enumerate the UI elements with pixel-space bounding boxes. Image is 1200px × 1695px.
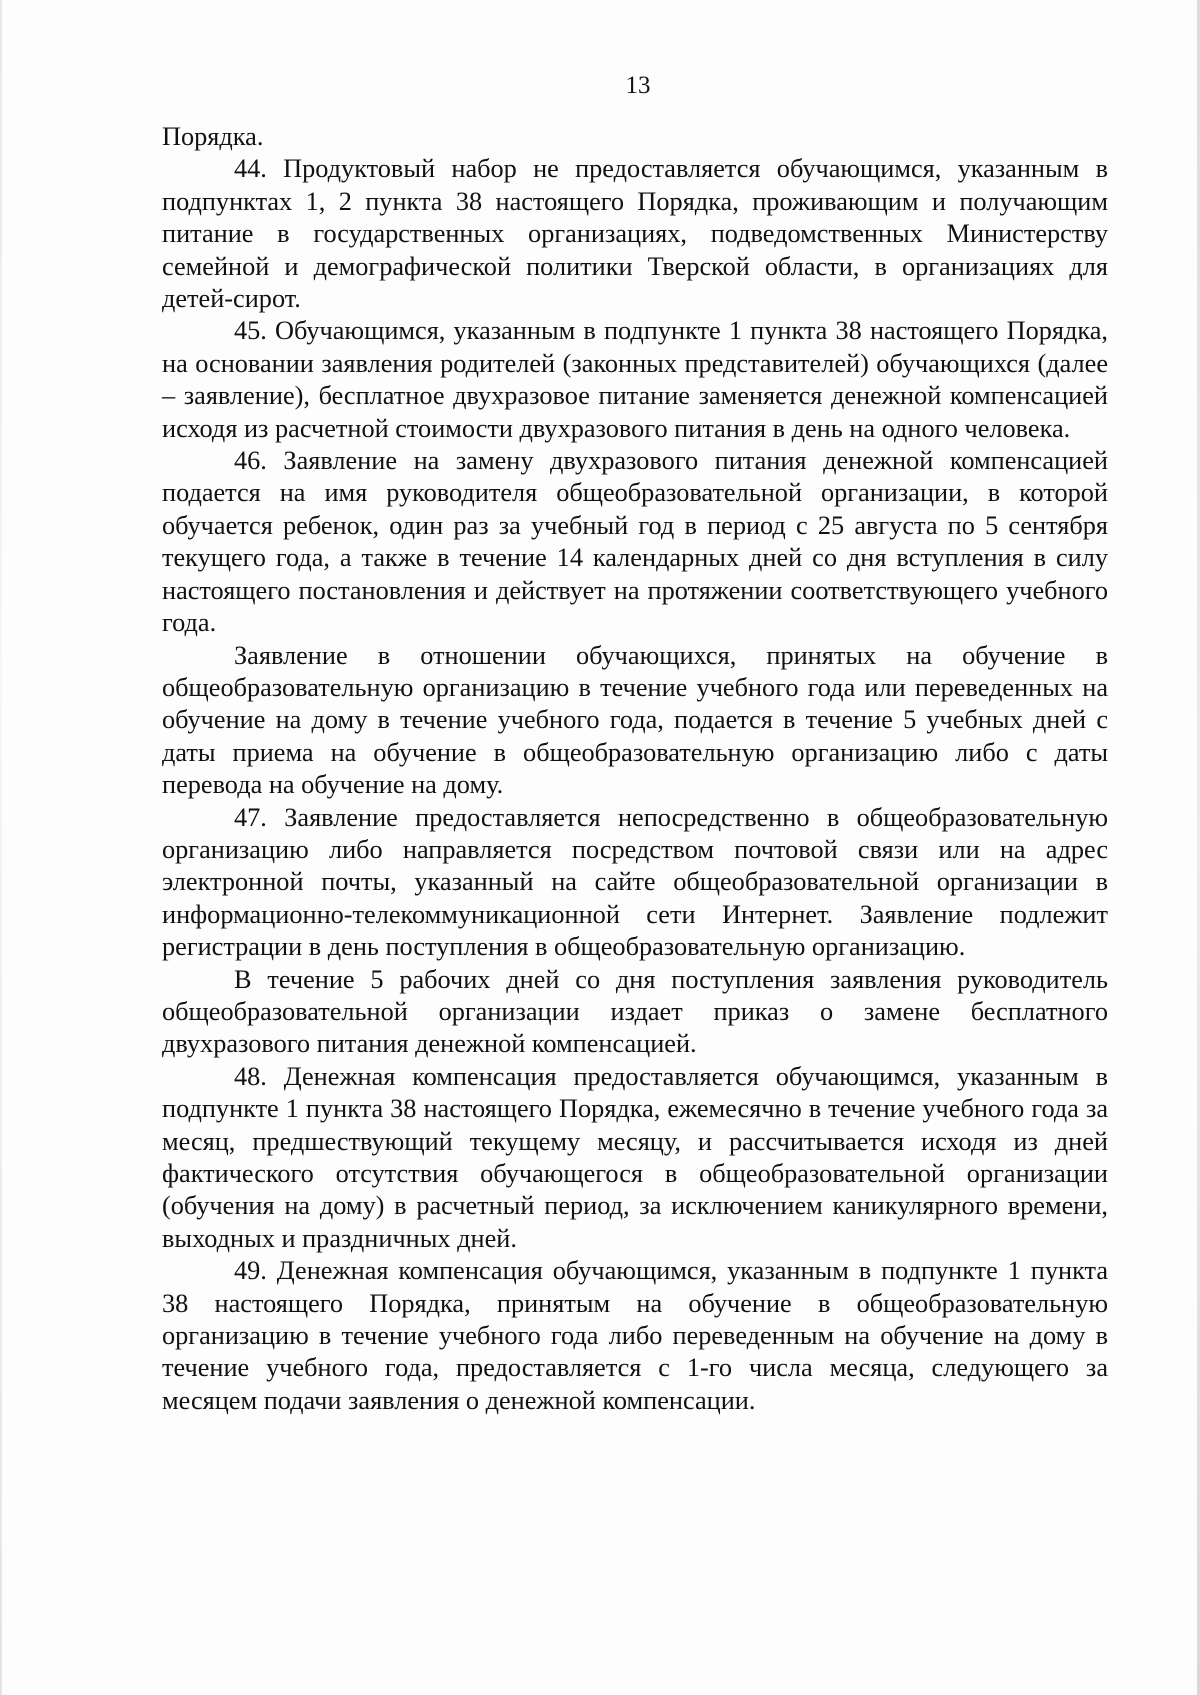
- scan-edge-left: [0, 0, 2, 1695]
- paragraph-49: 49. Денежная компенсация обучающимся, указанным в подпункте 1 пункта 38 настоящего Порядка, принятым на обучение в общеобразовательную организацию в течение учебного года либо переведенным на обучение на дому в течение учебного года, предоставляется с 1-го числа месяца, следующего за месяцем подачи заявления о денежной компенсации.: [162, 1256, 1108, 1415]
- paragraph-continuation: Порядка.: [162, 122, 264, 151]
- page-number: 13: [625, 72, 651, 99]
- document-body: [162, 121, 1108, 1417]
- paragraph-46: 46. Заявление на замену двухразового питания денежной компенсацией подается на имя руководителя общеобразовательной организации, в которой обучается ребенок, один раз за учебный год в период с 25 августа по 5 сентября текущего года, а также в течение 14 календарных дней со дня вступления в силу настоящего постановления и действует на протяжении соответствующего учебного года.: [162, 446, 1108, 638]
- paragraph-47-part-2: В течение 5 рабочих дней со дня поступления заявления руководитель общеобразовательной организации издает приказ о замене бесплатного двухразового питания денежной компенсацией.: [162, 964, 1108, 1059]
- paragraph-44: 44. Продуктовый набор не предоставляется обучающимся, указанным в подпунктах 1, 2 пункта 38 настоящего Порядка, проживающим и получающим питание в государственных организациях, подведомственных Министерству семейной и демографической политики Тверской области, в организациях для детей-сирот.: [162, 154, 1108, 314]
- paragraph-46-part-2: Заявление в отношении обучающихся, принятых на обучение в общеобразовательную организацию в течение учебного года или переведенных на обучение на дому в течение учебного года, подается в течение 5 учебных дней с даты приема на обучение в общеобразовательную организацию либо с даты перевода на обучение на дому.: [162, 640, 1108, 800]
- paragraph-45: 45. Обучающимся, указанным в подпункте 1 пункта 38 настоящего Порядка, на основании заявления родителей (законных представителей) обучающихся (далее – заявление), бесплатное двухразовое питание заменяется денежной компенсацией исходя из расчетной стоимости двухразового питания в день на одного человека.: [162, 316, 1108, 443]
- paragraph-48: 48. Денежная компенсация предоставляется обучающимся, указанным в подпункте 1 пункта 38 настоящего Порядка, ежемесячно в течение учебного года за месяц, предшествующий текущему месяцу, и рассчитывается исходя из дней фактического отсутствия обучающегося в общеобразовательной организации (обучения на дому) в расчетный период, за исключением каникулярного времени, выходных и праздничных дней.: [162, 1061, 1108, 1253]
- paragraph-47: 47. Заявление предоставляется непосредственно в общеобразовательную организацию либо направляется посредством почтовой связи или на адрес электронной почты, указанный на сайте общеобразовательной организации в информационно-телекоммуникационной сети Интернет. Заявление подлежит регистрации в день поступления в общеобразовательную организацию.: [162, 802, 1108, 962]
